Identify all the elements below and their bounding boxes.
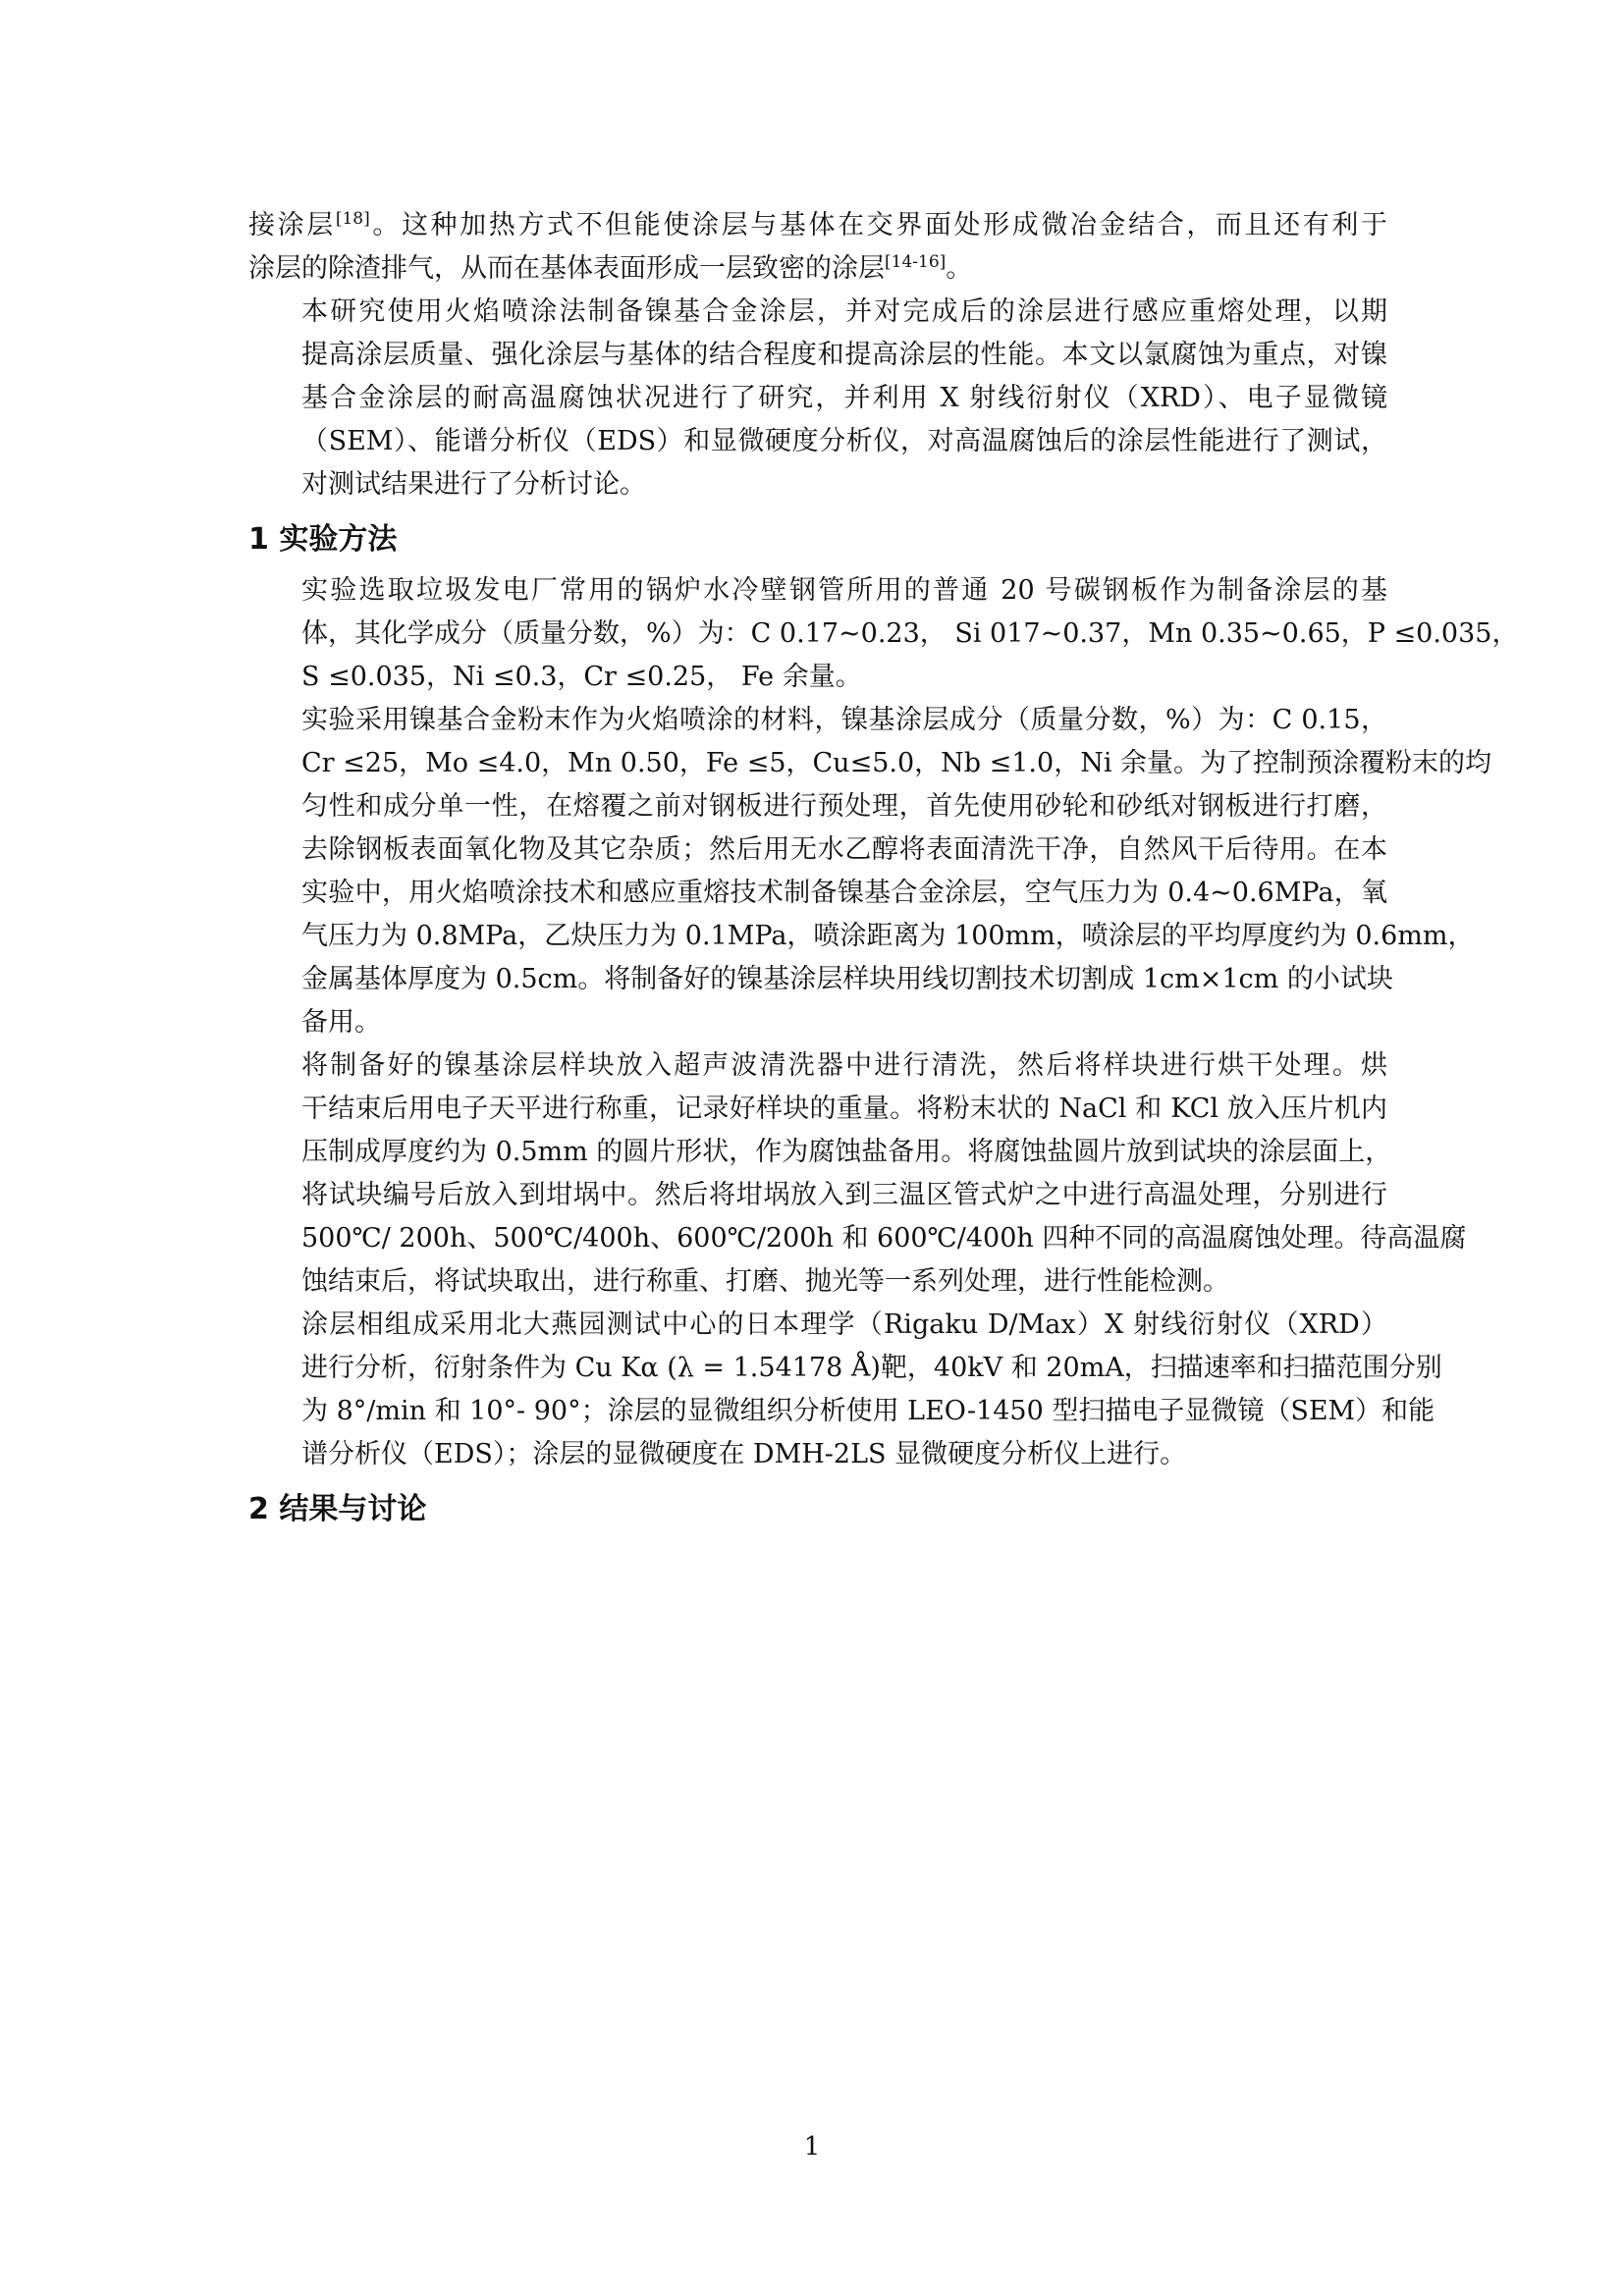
citation: [18] xyxy=(335,209,370,229)
paragraph-coating-material xyxy=(248,699,1492,1044)
text-line: 将试块编号后放入到坩埚中。然后将坩埚放入到三温区管式炉之中进行高温处理，分别进行 xyxy=(301,1180,1387,1210)
paragraph-corrosion-test xyxy=(248,1044,1467,1304)
text-line: 压制成厚度约为 0.5mm 的圆片形状，作为腐蚀盐备用。将腐蚀盐圆片放到试块的涂层面上， xyxy=(301,1137,1392,1167)
text-line: 匀性和成分单一性，在熔覆之前对钢板进行预处理，首先使用砂轮和砂纸对钢板进行打磨， xyxy=(301,791,1387,822)
section-heading-results: 2 结果与讨论 xyxy=(248,1492,427,1526)
text-line: （SEM）、能谱分析仪（EDS）和显微硬度分析仪，对高温腐蚀后的涂层性能进行了测试， xyxy=(301,426,1387,456)
text-line: 涂层相组成采用北大燕园测试中心的日本理学（Rigaku D/Max）X 射线衍射仪（XRD） xyxy=(301,1309,1387,1340)
paragraph-intro-continued xyxy=(248,204,1387,291)
text-line: 为 8°/min 和 10°- 90°；涂层的显微组织分析使用 LEO-1450 型扫描电子显微镜（SEM）和能 xyxy=(301,1396,1435,1426)
text-line: Cr ≤25，Mo ≤4.0，Mn 0.50，Fe ≤5，Cu≤5.0，Nb ≤1.0，Ni 余量。为了控制预涂覆粉末的均 xyxy=(301,748,1492,778)
text-line: 接涂层[18]。这种加热方式不但能使涂层与基体在交界面处形成微冶金结合，而且还有利于 xyxy=(248,209,1388,240)
text-line: 对测试结果进行了分析讨论。 xyxy=(301,469,646,500)
paragraph-characterization xyxy=(248,1304,1442,1476)
text-line: 备用。 xyxy=(301,1007,381,1038)
text-line: 蚀结束后，将试块取出，进行称重、打磨、抛光等一系列处理，进行性能检测。 xyxy=(301,1266,1229,1297)
page-number: 1 xyxy=(803,2132,821,2162)
text-line: S ≤0.035，Ni ≤0.3，Cr ≤0.25， Fe 余量。 xyxy=(301,662,862,692)
text-line: 本研究使用火焰喷涂法制备镍基合金涂层，并对完成后的涂层进行感应重熔处理，以期 xyxy=(301,296,1387,327)
document-body xyxy=(248,204,1519,1539)
text-line: 进行分析，衍射条件为 Cu Kα (λ = 1.54178 Å)靶，40kV 和 20mA，扫描速率和扫描范围分别 xyxy=(301,1353,1442,1383)
citation: [14-16] xyxy=(885,252,947,272)
text-line: 体，其化学成分（质量分数，%）为：C 0.17~0.23， Si 017~0.37，Mn 0.35~0.65，P ≤0.035， xyxy=(301,618,1519,649)
text-line: 提高涂层质量、强化涂层与基体的结合程度和提高涂层的性能。本文以氯腐蚀为重点，对镍 xyxy=(301,340,1387,370)
paragraph-study-aim xyxy=(248,291,1387,507)
text-line: 实验采用镍基合金粉末作为火焰喷涂的材料，镍基涂层成分（质量分数，%）为：C 0.15， xyxy=(301,705,1387,735)
text-line: 谱分析仪（EDS）；涂层的显微硬度在 DMH-2LS 显微硬度分析仪上进行。 xyxy=(301,1439,1187,1469)
text-line: 涂层的除渣排气，从而在基体表面形成一层致密的涂层[14-16]。 xyxy=(248,252,973,284)
text-line: 实验选取垃圾发电厂常用的锅炉水冷壁钢管所用的普通 20 号碳钢板作为制备涂层的基 xyxy=(301,575,1387,606)
paragraph-substrate xyxy=(248,569,1519,699)
text-line: 基合金涂层的耐高温腐蚀状况进行了研究，并利用 X 射线衍射仪（XRD）、电子显微镜 xyxy=(301,383,1387,413)
text-line: 气压力为 0.8MPa，乙炔压力为 0.1MPa，喷涂距离为 100mm，喷涂层的平均厚度约为 0.6mm， xyxy=(301,921,1475,951)
text-line: 金属基体厚度为 0.5cm。将制备好的镍基涂层样块用线切割技术切割成 1cm×1cm 的小试块 xyxy=(301,964,1393,994)
section-heading-methods: 1 实验方法 xyxy=(248,522,398,557)
text-line: 去除钢板表面氧化物及其它杂质；然后用无水乙醇将表面清洗干净，自然风干后待用。在本 xyxy=(301,834,1387,865)
text-line: 干结束后用电子天平进行称重，记录好样块的重量。将粉末状的 NaCl 和 KCl 放入压片机内 xyxy=(301,1094,1387,1124)
text-line: 实验中，用火焰喷涂技术和感应重熔技术制备镍基合金涂层，空气压力为 0.4~0.6MPa，氧 xyxy=(301,878,1387,908)
text-line: 500℃/ 200h、500℃/400h、600℃/200h 和 600℃/400h 四种不同的高温腐蚀处理。待高温腐 xyxy=(301,1223,1467,1254)
text-line: 将制备好的镍基涂层样块放入超声波清洗器中进行清洗，然后将样块进行烘干处理。烘 xyxy=(301,1050,1387,1081)
